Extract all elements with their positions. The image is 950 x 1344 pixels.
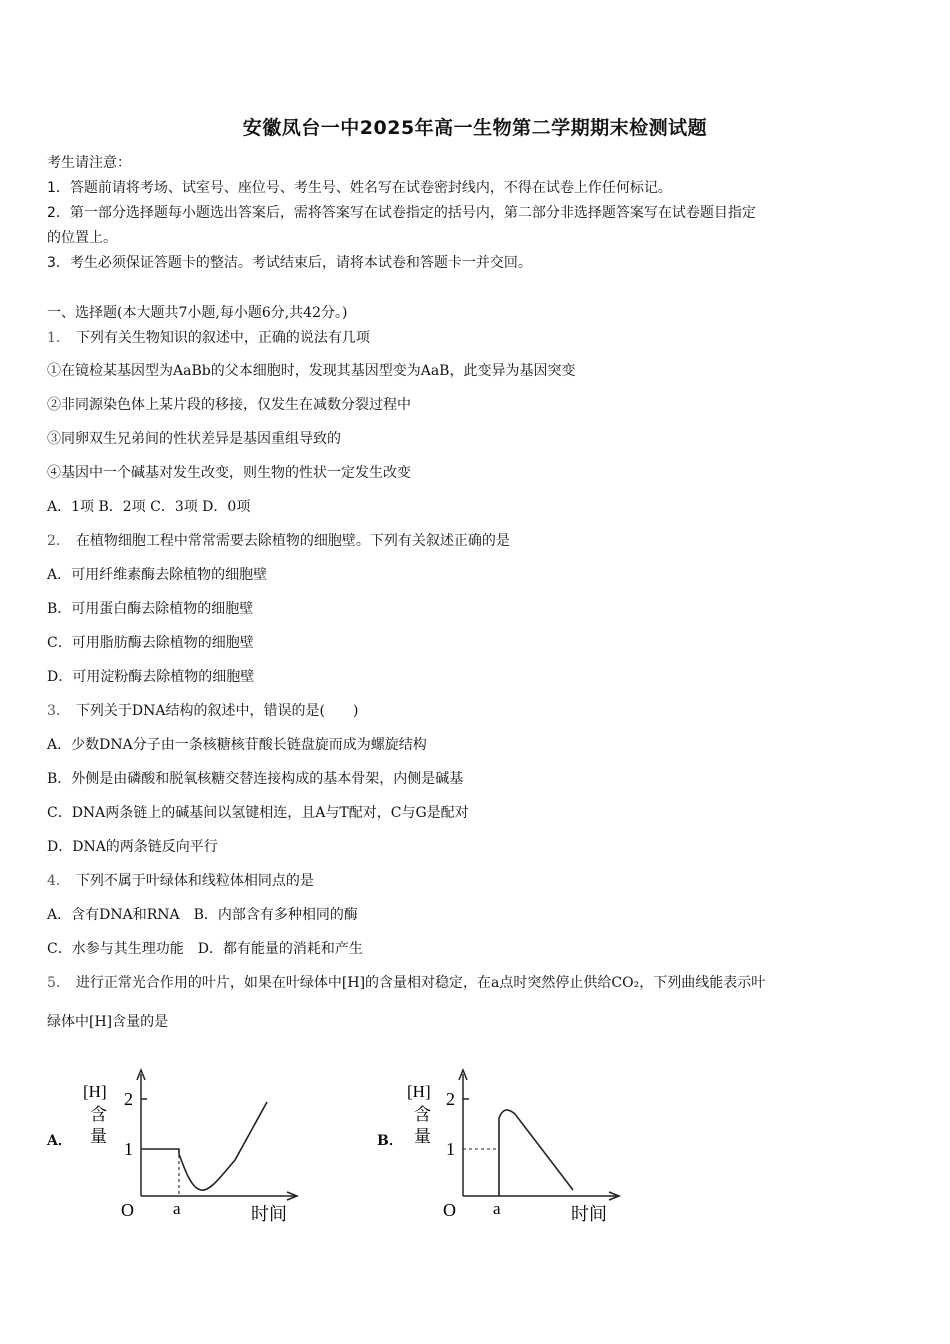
question-2-stem	[47, 530, 510, 550]
notice-item-2: 2．第一部分选择题每小题选出答案后，需将答案写在试卷指定的括号内，第二部分非选择题答案写在试卷题目指定	[47, 205, 756, 221]
question-number: 3．	[47, 703, 70, 719]
question-number: 4．	[47, 873, 70, 889]
question-text: 在植物细胞工程中常常需要去除植物的细胞壁。下列有关叙述正确的是	[75, 533, 510, 549]
q3-option-b: B．外侧是由磷酸和脱氧核糖交替连接构成的基本骨架，内侧是碱基	[47, 771, 464, 787]
ylabel-han: 含	[90, 1105, 107, 1124]
q4-options-cd: C．水参与其生理功能 D．都有能量的消耗和产生	[47, 941, 363, 957]
tick-label-1: 1	[124, 1139, 133, 1159]
question-1-stem	[47, 327, 370, 347]
section-heading: 一、选择题(本大题共7小题,每小题6分,共42分。)	[47, 305, 348, 321]
ylabel-liang: 量	[90, 1127, 107, 1146]
question-5-stem	[47, 972, 765, 992]
graph-a-label: A．	[47, 1133, 72, 1149]
q2-option-c: C．可用脂肪酶去除植物的细胞壁	[47, 635, 254, 651]
page-title: 安徽凤台一中2025年高一生物第二学期期末检测试题	[242, 117, 708, 139]
q2-option-a: A．可用纤维素酶去除植物的细胞壁	[47, 567, 268, 583]
q4-options-ab: A．含有DNA和RNA B．内部含有多种相同的酶	[47, 907, 358, 923]
question-number: 5．	[47, 975, 70, 991]
q2-option-d: D．可用淀粉酶去除植物的细胞壁	[47, 669, 255, 685]
question-text: 下列有关生物知识的叙述中，正确的说法有几项	[75, 330, 370, 346]
question-number: 1．	[47, 330, 70, 346]
question-number: 2．	[47, 533, 70, 549]
question-text: 下列关于DNA结构的叙述中，错误的是( )	[75, 703, 359, 719]
notice-item-3: 3．考生必须保证答题卡的整洁。考试结束后，请将本试卷和答题卡一并交回。	[47, 255, 532, 271]
q3-option-c: C．DNA两条链上的碱基间以氢键相连，且A与T配对，C与G是配对	[47, 805, 469, 821]
a-point-label: a	[173, 1199, 181, 1218]
question-text: 下列不属于叶绿体和线粒体相同点的是	[75, 873, 314, 889]
tick-label-1: 1	[446, 1139, 455, 1159]
ylabel-h: [H]	[83, 1082, 107, 1101]
ylabel-liang: 量	[414, 1127, 431, 1146]
graph-b-label: B．	[377, 1133, 403, 1149]
notice-item-2-cont: 的位置上。	[47, 230, 117, 246]
ylabel-han: 含	[414, 1105, 431, 1124]
q2-option-b: B．可用蛋白酶去除植物的细胞壁	[47, 601, 254, 617]
curve-a	[141, 1102, 267, 1190]
question-3-stem	[47, 700, 358, 720]
curve-b	[499, 1110, 573, 1196]
a-point-label: a	[493, 1199, 501, 1218]
tick-label-2: 2	[446, 1089, 455, 1109]
q3-option-d: D．DNA的两条链反向平行	[47, 839, 218, 855]
q3-option-a: A．少数DNA分子由一条核糖核苷酸长链盘旋而成为螺旋结构	[47, 737, 427, 753]
origin-label: O	[443, 1200, 456, 1220]
question-5-stem-cont: 绿体中[H]含量的是	[47, 1014, 169, 1030]
q1-statement-3: ③同卵双生兄弟间的性状差异是基因重组导致的	[47, 431, 341, 447]
graph-a	[75, 1060, 315, 1235]
tick-label-2: 2	[124, 1089, 133, 1109]
x-axis-label: 时间	[251, 1204, 287, 1224]
graph-b	[405, 1060, 645, 1235]
origin-label: O	[121, 1200, 134, 1220]
q1-statement-2: ②非同源染色体上某片段的移接，仅发生在减数分裂过程中	[47, 397, 411, 413]
ylabel-h: [H]	[407, 1082, 431, 1101]
q1-statement-4: ④基因中一个碱基对发生改变，则生物的性状一定发生改变	[47, 465, 411, 481]
x-axis-label: 时间	[571, 1204, 607, 1224]
notice-item-1: 1．答题前请将考场、试室号、座位号、考生号、姓名写在试卷密封线内，不得在试卷上作任何标记。	[47, 180, 672, 196]
notice-heading: 考生请注意：	[47, 155, 131, 171]
q1-statement-1: ①在镜检某基因型为AaBb的父本细胞时，发现其基因型变为AaB，此变异为基因突变	[47, 363, 576, 379]
q1-options: A．1项 B．2项 C．3项 D．0项	[47, 499, 251, 515]
question-4-stem	[47, 870, 314, 890]
question-text: 进行正常光合作用的叶片，如果在叶绿体中[H]的含量相对稳定，在a点时突然停止供给CO₂，下列曲线能表示叶	[75, 975, 766, 991]
